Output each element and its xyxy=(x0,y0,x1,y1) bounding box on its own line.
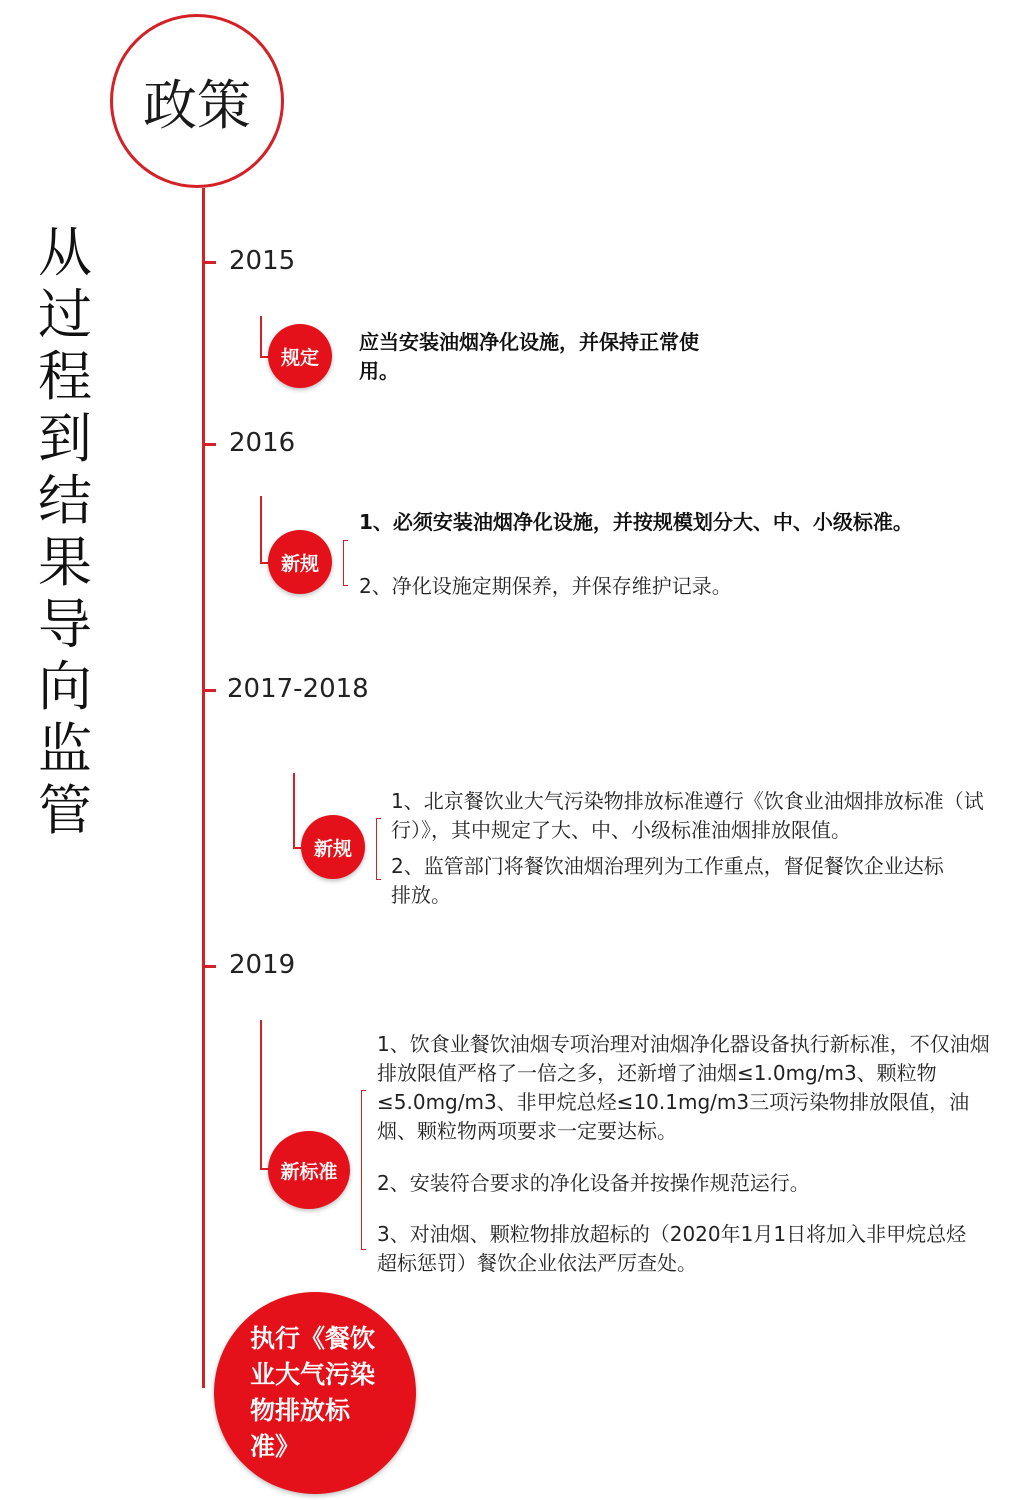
year-label-2016: 2016 xyxy=(229,428,296,458)
item-bracket xyxy=(361,1090,366,1250)
branch-connector xyxy=(260,496,262,564)
policy-circle xyxy=(110,14,284,188)
badge-label: 新规 xyxy=(313,837,352,860)
item-text: 应当安装油烟净化设施，并保持正常使用。 xyxy=(359,330,699,383)
final-label: 执行《餐饮业大气污染物排放标准》 xyxy=(250,1324,376,1461)
final-standard-circle xyxy=(214,1292,416,1494)
item-text: 2、监管部门将餐饮油烟治理列为工作重点，督促餐饮企业达标排放。 xyxy=(391,854,944,907)
item-text: 1、饮食业餐饮油烟专项治理对油烟净化器设备执行新标准，不仅油烟排放限值严格了一倍之多，还新增了油烟≤1.0mg/m3、颗粒物≤5.0mg/m3、非甲烷总烃≤10.1mg/m3三项污染物排放限值，油烟、颗粒物两项要求一定要达标。 xyxy=(377,1032,990,1143)
badge-label: 新规 xyxy=(280,552,319,575)
branch-connector xyxy=(260,1020,262,1170)
item-bracket xyxy=(343,540,348,586)
policy-circle-label: 政策 xyxy=(143,73,251,137)
badge-new-standard xyxy=(268,1131,350,1209)
item-text: 2、安装符合要求的净化设备并按操作规范运行。 xyxy=(377,1171,810,1195)
item-text: 3、对油烟、颗粒物排放超标的（2020年1月1日将加入非甲烷总烃超标惩罚）餐饮企业依法严厉查处。 xyxy=(377,1222,967,1275)
badge-regulation xyxy=(268,324,332,388)
year-tick xyxy=(204,965,216,968)
item-text: 1、北京餐饮业大气污染物排放标准遵行《饮食业油烟排放标准（试行）》，其中规定了大、中、小级标准油烟排放限值。 xyxy=(391,789,984,842)
branch-connector xyxy=(260,316,262,358)
badge-new-rule xyxy=(268,530,332,594)
year-tick xyxy=(204,443,216,446)
badge-label: 新标准 xyxy=(280,1160,338,1183)
year-label-2017-2018: 2017-2018 xyxy=(227,674,369,704)
year-label-2019: 2019 xyxy=(229,950,296,980)
branch-connector xyxy=(293,773,295,849)
badge-label: 规定 xyxy=(280,346,319,369)
badge-new-rule xyxy=(301,815,365,879)
side-title: 从过程到结果导向监管 xyxy=(38,221,92,842)
item-text: 1、必须安装油烟净化设施，并按规模划分大、中、小级标准。 xyxy=(359,510,913,534)
item-bracket xyxy=(376,818,381,880)
year-tick xyxy=(204,689,216,692)
timeline-axis xyxy=(202,188,205,1388)
item-text: 2、净化设施定期保养，并保存维护记录。 xyxy=(359,574,732,598)
year-tick xyxy=(204,261,216,264)
year-label-2015: 2015 xyxy=(229,246,296,276)
